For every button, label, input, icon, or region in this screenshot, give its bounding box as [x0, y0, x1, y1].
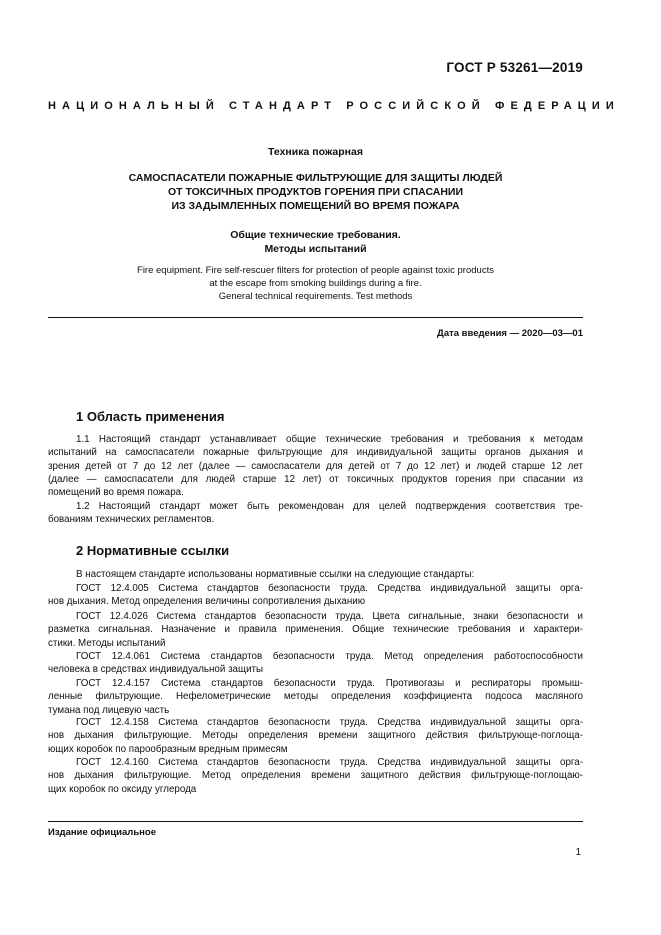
reference-gost-12-4-160: [48, 756, 583, 796]
section-2-heading: 2 Нормативные ссылки: [76, 543, 230, 558]
reference-gost-12-4-158: [48, 716, 583, 756]
text-line: нов дыхания фильтрующие. Методы определения времени защитного действия фильтрующе-поглоща-: [48, 730, 583, 742]
text-line: ГОСТ 12.4.157 Система стандартов безопасности труда. Противогазы и респираторы промыш-: [76, 678, 583, 689]
text-line: ГОСТ 12.4.158 Система стандартов безопасности труда. Средства индивидуальной защиты орга-: [76, 717, 583, 728]
reference-gost-12-4-005: [48, 582, 583, 609]
text-line: ленные фильтрующие. Нефелометрические методы определения коэффициента подсоса масляного: [48, 691, 583, 703]
subtitle-ru-line: Методы испытаний: [264, 243, 367, 255]
reference-gost-12-4-157: [48, 677, 583, 717]
text-line: 1.1 Настоящий стандарт устанавливает общие технические требования и требования к методам: [76, 434, 583, 445]
official-edition-note: Издание официальное: [48, 827, 156, 838]
section-2-intro: [48, 568, 583, 581]
reference-gost-12-4-026: [48, 610, 583, 650]
footer-divider: [48, 821, 583, 822]
document-title-ru: [48, 171, 583, 213]
text-line: ГОСТ 12.4.061 Система стандартов безопасности труда. Метод определения работоспособности: [76, 651, 583, 662]
text-line: ГОСТ 12.4.160 Система стандартов безопасности труда. Средства индивидуальной защиты орга-: [76, 757, 583, 768]
section-1-heading: 1 Область применения: [76, 409, 225, 424]
reference-gost-12-4-061: [48, 650, 583, 677]
title-ru-line: САМОСПАСАТЕЛИ ПОЖАРНЫЕ ФИЛЬТРУЮЩИЕ ДЛЯ ЗАЩИТЫ ЛЮДЕЙ: [128, 172, 503, 184]
text-line: В настоящем стандарте использованы нормативные ссылки на следующие стандарты:: [76, 569, 475, 580]
text-line: ющих коробок по парообразным вредным примесям: [48, 743, 288, 755]
text-line: испытаний на самоспасатели пожарные фильтрующие для индивидуальной защиты органов дыхания и: [48, 447, 583, 459]
document-subtitle-ru: [48, 228, 583, 256]
text-line: разметка сигнальная. Назначение и правила применения. Общие технические требования и характери-: [48, 624, 583, 636]
text-line: нов дыхания. Метод определения величины сопротивления дыханию: [48, 596, 366, 608]
subtitle-ru-line: Общие технические требования.: [230, 229, 401, 241]
text-line: стики. Методы испытаний: [48, 637, 166, 649]
text-line: (далее — самоспасатели для людей старше 12 лет) от токсичных продуктов горения при спасании из: [48, 473, 583, 485]
title-en-line: Fire equipment. Fire self-rescuer filters for protection of people against toxic products: [137, 265, 494, 276]
title-ru-line: ОТ ТОКСИЧНЫХ ПРОДУКТОВ ГОРЕНИЯ ПРИ СПАСАНИИ: [167, 186, 464, 198]
standard-number: ГОСТ Р 53261—2019: [446, 60, 583, 75]
introduction-date: Дата введения — 2020—03—01: [437, 328, 583, 339]
text-line: помещений во время пожара.: [48, 487, 184, 499]
text-line: щих коробок по оксиду углерода: [48, 783, 197, 795]
section-1-paragraph-2: [48, 500, 583, 527]
text-line: 1.2 Настоящий стандарт может быть рекомендован для целей подтверждения соответствия тре-: [76, 501, 583, 512]
national-standard-banner: НАЦИОНАЛЬНЫЙ СТАНДАРТ РОССИЙСКОЙ ФЕДЕРАЦИИ: [48, 100, 620, 112]
text-line: ГОСТ 12.4.026 Система стандартов безопасности труда. Цвета сигнальные, знаки безопасности и: [76, 611, 583, 622]
section-1-paragraph-1: [48, 433, 583, 499]
text-line: тумана под лицевую часть: [48, 704, 170, 716]
text-line: человека в средствах индивидуальной защиты: [48, 664, 264, 676]
text-line: бованиям технических регламентов.: [48, 514, 215, 526]
text-line: зрения детей от 7 до 12 лет (далее — самоспасатели для детей от 7 до 12 лет) и людей старше 12 лет: [48, 460, 583, 472]
text-line: нов дыхания фильтрующие. Метод определения времени защитного действия фильтрующе-поглощаю-: [48, 770, 583, 782]
document-title-en: [48, 264, 583, 303]
header-divider: [48, 317, 583, 318]
title-en-line: at the escape from smoking buildings during a fire.: [209, 278, 422, 289]
category-title: Техника пожарная: [268, 146, 363, 158]
title-ru-line: ИЗ ЗАДЫМЛЕННЫХ ПОМЕЩЕНИЙ ВО ВРЕМЯ ПОЖАРА: [171, 200, 460, 212]
text-line: ГОСТ 12.4.005 Система стандартов безопасности труда. Средства индивидуальной защиты орга-: [76, 583, 583, 594]
title-en-line: General technical requirements. Test methods: [218, 291, 413, 302]
page-number: 1: [575, 847, 581, 858]
